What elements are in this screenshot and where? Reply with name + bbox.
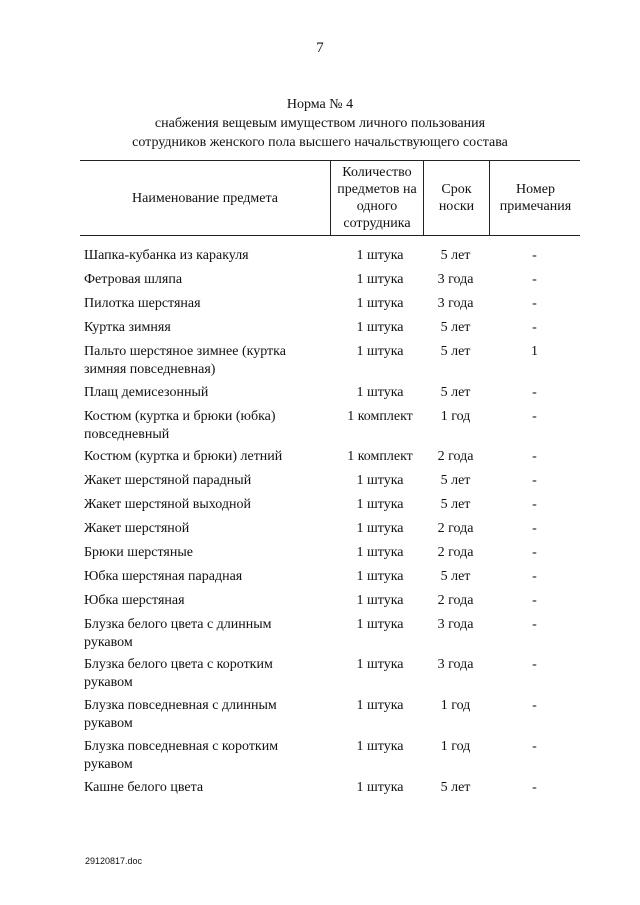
item-quantity: 1 штука xyxy=(356,344,404,359)
item-wear-term: 5 лет xyxy=(440,569,471,584)
item-wear-term: 1 год xyxy=(440,739,471,754)
item-quantity: 1 штука xyxy=(356,497,404,512)
item-quantity: 1 штука xyxy=(356,320,404,335)
header-note-number: Номер примечания xyxy=(489,161,581,235)
item-name: Костюм (куртка и брюки (юбка) повседневный xyxy=(84,409,276,442)
item-name: Блузка повседневная с длинным рукавом xyxy=(84,698,277,731)
heading-subtitle-line-2: сотрудников женского пола высшего начальствующего состава xyxy=(132,135,508,150)
header-wear-term: Срок носки xyxy=(423,161,489,235)
item-note: - xyxy=(532,521,537,536)
item-note: - xyxy=(532,569,537,584)
item-note: - xyxy=(532,473,537,488)
item-name: Брюки шерстяные xyxy=(84,545,193,560)
item-wear-term: 2 года xyxy=(437,449,474,464)
item-wear-term: 5 лет xyxy=(440,780,471,795)
item-wear-term: 3 года xyxy=(437,657,474,672)
item-quantity: 1 штука xyxy=(356,521,404,536)
item-note: - xyxy=(532,497,537,512)
document-heading xyxy=(0,95,640,152)
item-quantity: 1 штука xyxy=(356,296,404,311)
item-wear-term: 5 лет xyxy=(440,473,471,488)
item-name: Жакет шерстяной выходной xyxy=(84,497,251,512)
item-quantity: 1 штука xyxy=(356,617,404,632)
item-quantity: 1 штука xyxy=(356,569,404,584)
item-name: Блузка повседневная с коротким рукавом xyxy=(84,739,279,772)
header-quantity: Количество предметов на одного сотрудника xyxy=(330,161,423,235)
item-note: - xyxy=(532,449,537,464)
page-number: 7 xyxy=(316,40,324,56)
item-name: Фетровая шляпа xyxy=(84,272,183,287)
item-wear-term: 5 лет xyxy=(440,248,471,263)
item-name: Шапка-кубанка из каракуля xyxy=(84,248,249,263)
item-name: Блузка белого цвета с коротким рукавом xyxy=(84,657,273,690)
heading-title: Норма № 4 xyxy=(286,97,354,112)
item-note: - xyxy=(532,385,537,400)
item-quantity: 1 штука xyxy=(356,780,404,795)
item-wear-term: 5 лет xyxy=(440,320,471,335)
item-wear-term: 5 лет xyxy=(440,344,471,359)
item-name: Пилотка шерстяная xyxy=(84,296,201,311)
item-name: Пальто шерстяное зимнее (куртка зимняя повседневная) xyxy=(84,344,286,377)
item-note: 1 xyxy=(531,344,538,359)
item-note: - xyxy=(532,272,537,287)
item-wear-term: 2 года xyxy=(437,593,474,608)
item-wear-term: 2 года xyxy=(437,545,474,560)
item-quantity: 1 штука xyxy=(356,593,404,608)
item-note: - xyxy=(532,657,537,672)
item-wear-term: 5 лет xyxy=(440,497,471,512)
item-wear-term: 2 года xyxy=(437,521,474,536)
item-note: - xyxy=(532,698,537,713)
item-quantity: 1 комплект xyxy=(347,449,413,464)
item-name: Костюм (куртка и брюки) летний xyxy=(84,449,283,464)
norm-table xyxy=(80,160,580,795)
item-name: Юбка шерстяная парадная xyxy=(84,569,243,584)
item-quantity: 1 штука xyxy=(356,657,404,672)
item-quantity: 1 штука xyxy=(356,248,404,263)
item-note: - xyxy=(532,296,537,311)
item-name: Плащ демисезонный xyxy=(84,385,209,400)
item-note: - xyxy=(532,780,537,795)
item-name: Жакет шерстяной парадный xyxy=(84,473,252,488)
item-quantity: 1 штука xyxy=(356,739,404,754)
item-quantity: 1 штука xyxy=(356,545,404,560)
item-note: - xyxy=(532,320,537,335)
header-item-name: Наименование предмета xyxy=(132,190,278,206)
item-note: - xyxy=(532,409,537,424)
item-quantity: 1 штука xyxy=(356,698,404,713)
item-quantity: 1 штука xyxy=(356,272,404,287)
item-name: Куртка зимняя xyxy=(84,320,171,335)
item-wear-term: 3 года xyxy=(437,296,474,311)
heading-subtitle-line-1: снабжения вещевым имуществом личного пользования xyxy=(154,116,486,131)
item-note: - xyxy=(532,545,537,560)
item-quantity: 1 комплект xyxy=(347,409,413,424)
item-name: Юбка шерстяная xyxy=(84,593,185,608)
item-note: - xyxy=(532,739,537,754)
document-filename: 29120817.doc xyxy=(85,856,143,866)
item-wear-term: 1 год xyxy=(440,698,471,713)
item-quantity: 1 штука xyxy=(356,473,404,488)
item-note: - xyxy=(532,593,537,608)
item-name: Блузка белого цвета с длинным рукавом xyxy=(84,617,272,650)
table-header xyxy=(80,160,580,236)
item-wear-term: 1 год xyxy=(440,409,471,424)
item-wear-term: 3 года xyxy=(437,617,474,632)
item-note: - xyxy=(532,248,537,263)
item-name: Жакет шерстяной xyxy=(84,521,190,536)
item-wear-term: 5 лет xyxy=(440,385,471,400)
item-note: - xyxy=(532,617,537,632)
item-quantity: 1 штука xyxy=(356,385,404,400)
item-name: Кашне белого цвета xyxy=(84,780,204,795)
item-wear-term: 3 года xyxy=(437,272,474,287)
